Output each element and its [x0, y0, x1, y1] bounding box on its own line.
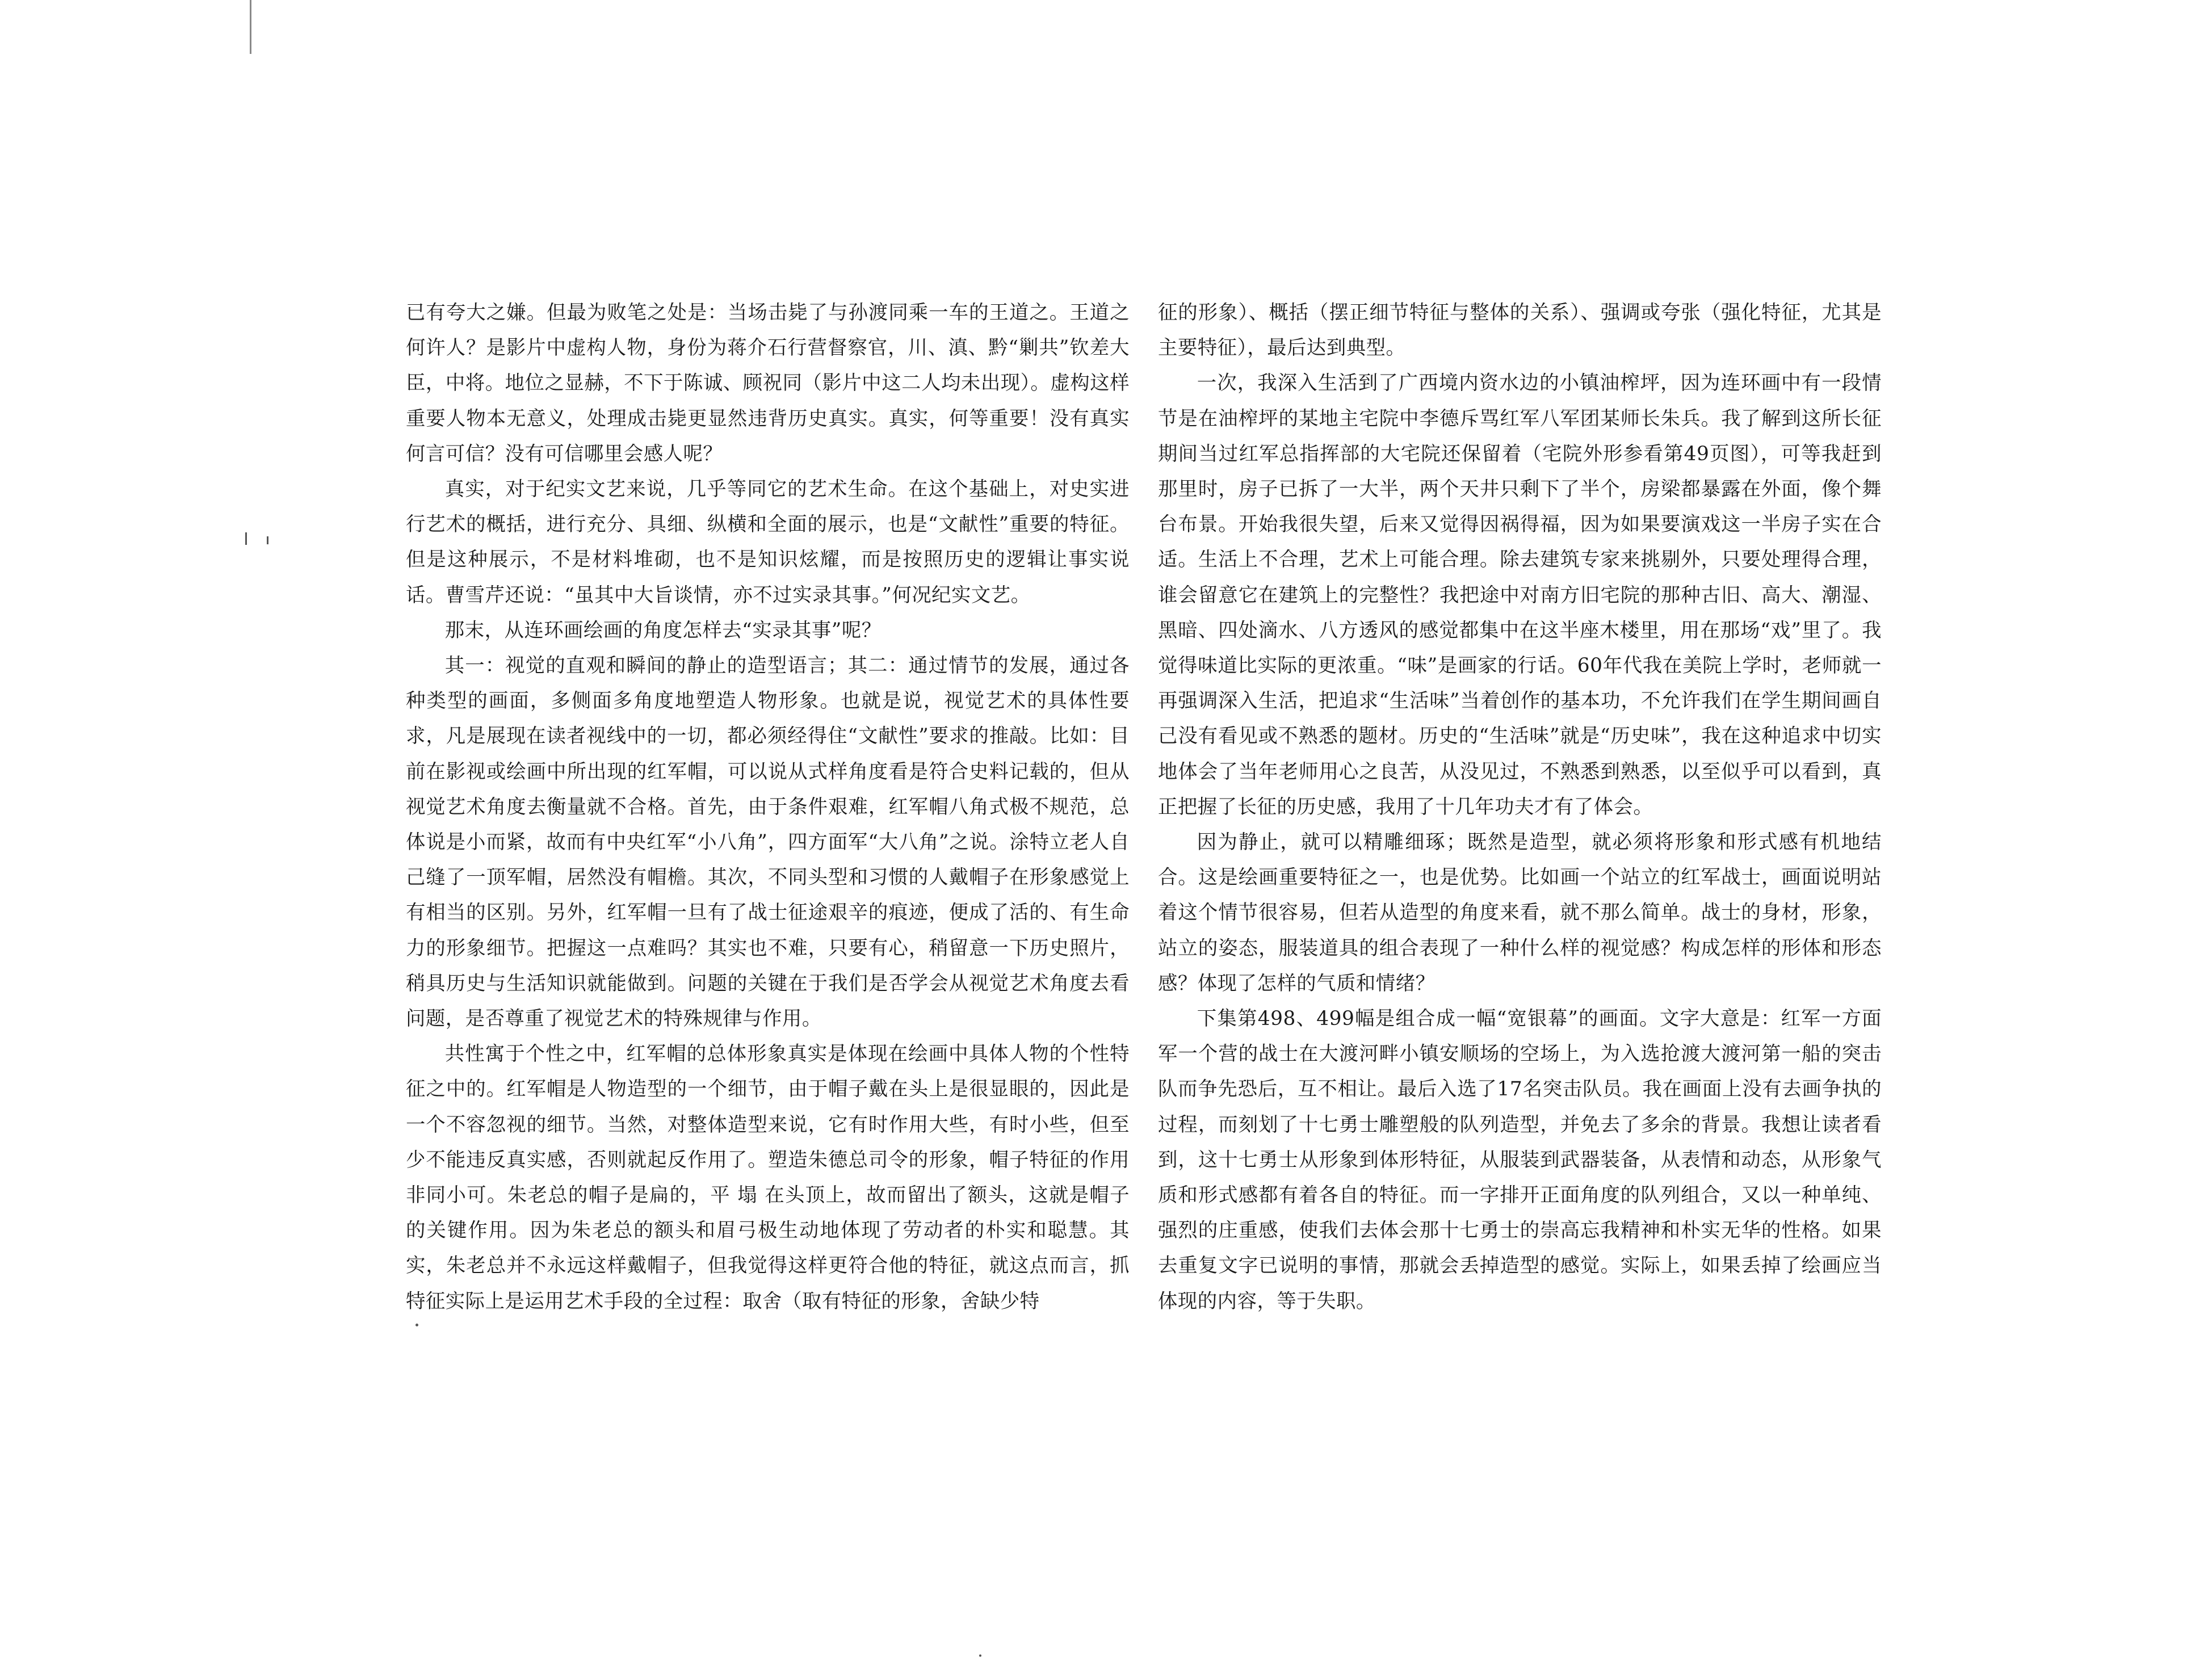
right-text-column [1158, 295, 1882, 1319]
scan-mark [415, 1324, 418, 1326]
paragraph: 其一：视觉的直观和瞬间的静止的造型语言；其二：通过情节的发展，通过各种类型的画面，多侧面多角度地塑造人物形象。也就是说，视觉艺术的具体性要求，凡是展现在读者视线中的一切，都必须经得住“文献性”要求的推敲。比如：目前在影视或绘画中所出现的红军帽，可以说从式样角度看是符合史料记载的，但从视觉艺术角度去衡量就不合格。首先，由于条件艰难，红军帽八角式极不规范，总体说是小而紧，故而有中央红军“小八角”，四方面军“大八角”之说。涂特立老人自己缝了一顶军帽，居然没有帽檐。其次，不同头型和习惯的人戴帽子在形象感觉上有相当的区别。另外，红军帽一旦有了战士征途艰辛的痕迹，便成了活的、有生命力的形象细节。把握这一点难吗？其实也不难，只要有心，稍留意一下历史照片，稍具历史与生活知识就能做到。问题的关键在于我们是否学会从视觉艺术角度去看问题，是否尊重了视觉艺术的特殊规律与作用。 [406, 654, 1130, 1031]
paragraph: 下集第498、499幅是组合成一幅“宽银幕”的画面。文字大意是：红军一方面军一个营的战士在大渡河畔小镇安顺场的空场上，为入选抢渡大渡河第一船的突击队而争先恐后，互不相让。最后入选了17名突击队员。我在画面上没有去画争执的过程，而刻划了十七勇士雕塑般的队列造型，并免去了多余的背景。我想让读者看到，这十七勇士从形象到体形特征，从服装到武器装备，从表情和动态，从形象气质和形式感都有着各自的特征。而一字排开正面角度的队列组合，又以一种单纯、强烈的庄重感，使我们去体会那十七勇士的崇高忘我精神和朴实无华的性格。如果去重复文字已说明的事情，那就会丢掉造型的感觉。实际上，如果丢掉了绘画应当体现的内容，等于失职。 [1158, 1007, 1882, 1313]
paragraph: 真实，对于纪实文艺来说，几乎等同它的艺术生命。在这个基础上，对史实进行艺术的概括，进行充分、具细、纵横和全面的展示，也是“文献性”重要的特征。但是这种展示，不是材料堆砌，也不是知识炫耀，而是按照历史的逻辑让事实说话。曹雪芹还说：“虽其中大旨谈情，亦不过实录其事。”何况纪实文艺。 [406, 478, 1130, 607]
paragraph: 那末，从连环画绘画的角度怎样去“实录其事”呢？ [444, 619, 882, 642]
paragraph: 因为静止，就可以精雕细琢；既然是造型，就必须将形象和形式感有机地结合。这是绘画重要特征之一，也是优势。比如画一个站立的红军战士，画面说明站着这个情节很容易，但若从造型的角度来看，就不那么简单。战士的身材，形象，站立的姿态，服装道具的组合表现了一种什么样的视觉感？构成怎样的形体和形态感？体现了怎样的气质和情绪？ [1158, 831, 1882, 995]
scan-mark [267, 536, 268, 544]
scan-mark [245, 532, 247, 545]
paragraph: 征的形象）、概括（摆正细节特征与整体的关系）、强调或夸张（强化特征，尤其是主要特征），最后达到典型。 [1158, 301, 1882, 360]
paragraph: 共性寓于个性之中，红军帽的总体形象真实是体现在绘画中具体人物的个性特征之中的。红军帽是人物造型的一个细节，由于帽子戴在头上是很显眼的，因此是一个不容忽视的细节。当然，对整体造型来说，它有时作用大些，有时小些，但至少不能违反真实感，否则就起反作用了。塑造朱德总司令的形象，帽子特征的作用非同小可。朱老总的帽子是扁的，平 塌 在头顶上，故而留出了额头，这就是帽子的关键作用。因为朱老总的额头和眉弓极生动地体现了劳动者的朴实和聪慧。其实，朱老总并不永远这样戴帽子，但我觉得这样更符合他的特征，就这点而言，抓特征实际上是运用艺术手段的全过程：取舍（取有特征的形象，舍缺少特 [406, 1043, 1130, 1313]
scan-edge-line [250, 0, 251, 54]
scan-mark [979, 1654, 981, 1657]
paragraph: 一次，我深入生活到了广西境内资水边的小镇油榨坪，因为连环画中有一段情节是在油榨坪的某地主宅院中李德斥骂红军八军团某师长朱兵。我了解到这所长征期间当过红军总指挥部的大宅院还保留着（宅院外形参看第49页图），可等我赶到那里时，房子已拆了一大半，两个天井只剩下了半个，房梁都暴露在外面，像个舞台布景。开始我很失望，后来又觉得因祸得福，因为如果要演戏这一半房子实在合适。生活上不合理，艺术上可能合理。除去建筑专家来挑剔外，只要处理得合理，谁会留意它在建筑上的完整性？我把途中对南方旧宅院的那种古旧、高大、潮湿、黑暗、四处滴水、八方透风的感觉都集中在这半座木楼里，用在那场“戏”里了。我觉得味道比实际的更浓重。“味”是画家的行话。60年代我在美院上学时，老师就一再强调深入生活，把追求“生活味”当着创作的基本功，不允许我们在学生期间画自己没有看见或不熟悉的题材。历史的“生活味”就是“历史味”，我在这种追求中切实地体会了当年老师用心之良苦，从没见过，不熟悉到熟悉，以至似乎可以看到，真正把握了长征的历史感，我用了十几年功夫才有了体会。 [1158, 372, 1882, 818]
paragraph: 已有夸大之嫌。但最为败笔之处是：当场击毙了与孙渡同乘一车的王道之。王道之何许人？是影片中虚构人物，身份为蒋介石行营督察官，川、滇、黔“剿共”钦差大臣，中将。地位之显赫，不下于陈诚、顾祝同（影片中这二人均未出现）。虚构这样重要人物本无意义，处理成击毙更显然违背历史真实。真实，何等重要！没有真实何言可信？没有可信哪里会感人呢？ [406, 301, 1130, 465]
left-text-column [406, 295, 1130, 1319]
